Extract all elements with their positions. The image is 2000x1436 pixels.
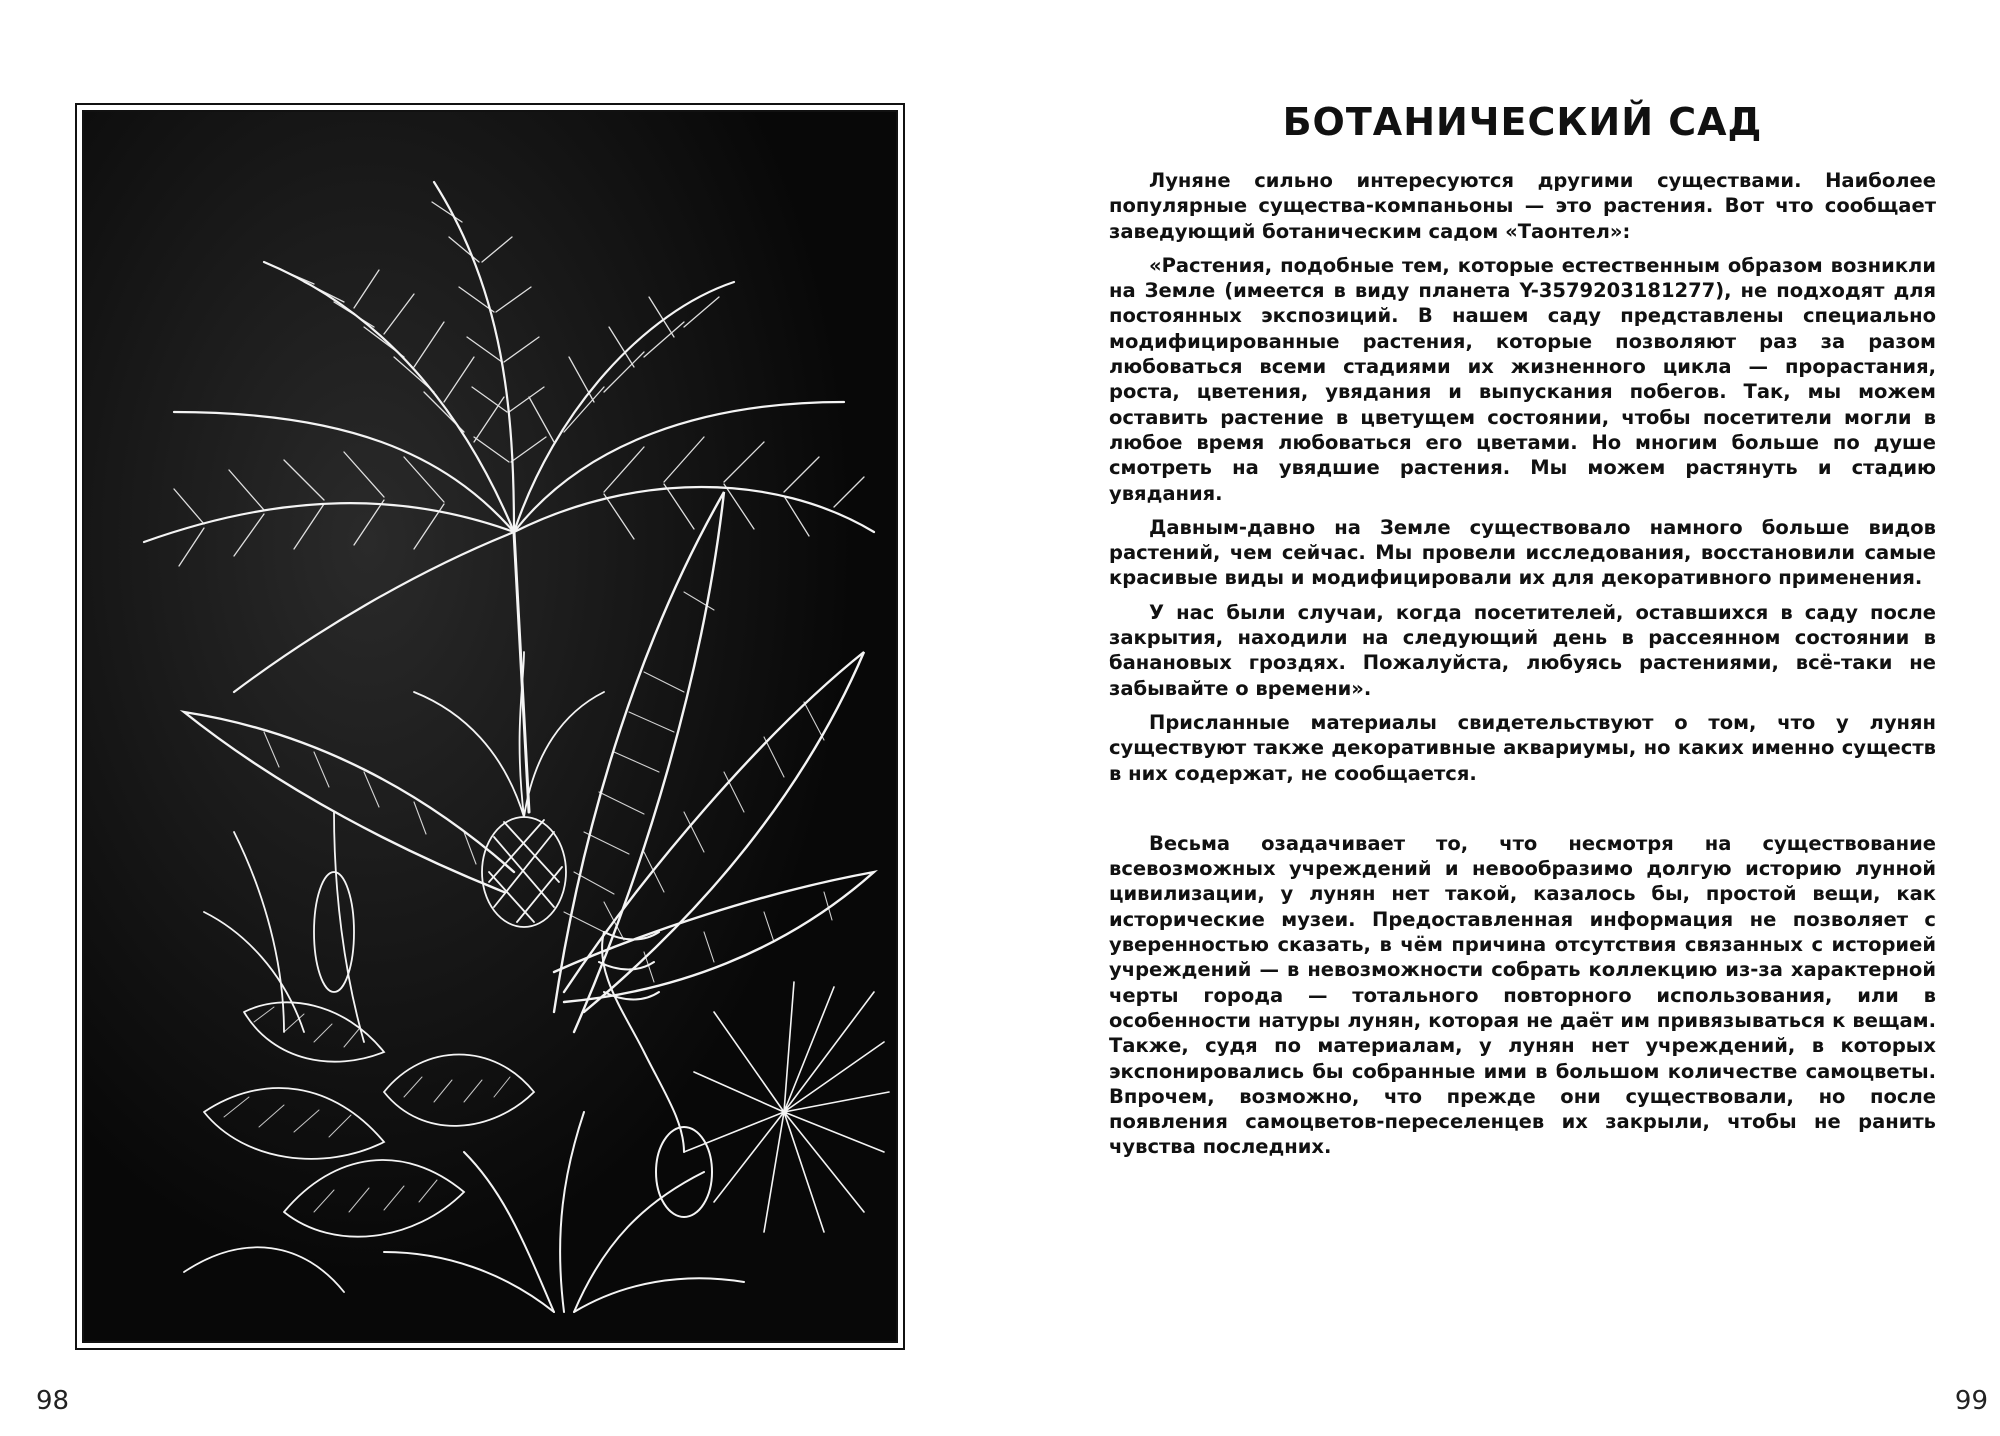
paragraph: Присланные материалы свидетельствуют о том, что у лунян существуют также декоративные аквариумы, но каких именно существ в них содержат, не сообщается. [1109, 710, 1936, 785]
page-number-left: 98 [36, 1386, 70, 1416]
article-title: БОТАНИЧЕСКИЙ САД [1282, 100, 1763, 144]
paragraph: Давным-давно на Земле существовало намного больше видов растений, чем сейчас. Мы провели исследования, восстановили самые красивые виды и модифицировали их для декоративного применения. [1109, 515, 1936, 590]
paragraph: У нас были случаи, когда посетителей, оставшихся в саду после закрытия, находили на следующий день в рассеянном состоянии в банановых гроздях. Пожалуйста, любуясь растениями, всё-таки не забывайте о времени». [1109, 600, 1936, 700]
paragraph: Луняне сильно интересуются другими существами. Наиболее популярные существа-компаньоны — это растения. Вот что сообщает заведующий ботаническим садом «Таонтел»: [1109, 169, 1936, 243]
plants-drawing [84, 112, 896, 1341]
botanical-illustration [82, 110, 898, 1343]
paragraph: «Растения, подобные тем, которые естественным образом возникли на Земле (имеется в виду планета Y-3579203181277), не подходят для постоянных экспозиций. В нашем саду представлены специально модифицированные растения, которые позволяют раз за разом любоваться всеми стадиями их жизненного цикла — прорастания, роста, цветения, увядания и выпускания побегов. Так, мы можем оставить растение в цветущем состоянии, чтобы посетители могли в любое время любоваться его цветами. Но многим больше по душе смотреть на увядшие растения. Мы можем растянуть и стадию увядания. [1109, 253, 1936, 505]
page-number-right: 99 [1954, 1386, 1988, 1416]
article [1109, 100, 1936, 1169]
paragraph: Весьма озадачивает то, что несмотря на существование всевозможных учреждений и невообразимо долгую историю лунной цивилизации, у лунян нет такой, казалось бы, простой вещи, как исторические музеи. Предоставленная информация не позволяет с уверенностью сказать, в чём причина отсутствия связанных с историей учреждений — в невозможности собрать коллекцию из-за характерной черты города — тотального повторного использования, или в особенности натуры лунян, которая не даёт им привязываться к вещам. Также, судя по материалам, у лунян нет учреждений, в которых экспонировались бы собранные ими в большом количестве самоцветы. Впрочем, возможно, что прежде они существовали, но после появления самоцветов-переселенцев их закрыли, чтобы не ранить чувства последних. [1109, 831, 1936, 1159]
illustration-frame [75, 103, 905, 1350]
